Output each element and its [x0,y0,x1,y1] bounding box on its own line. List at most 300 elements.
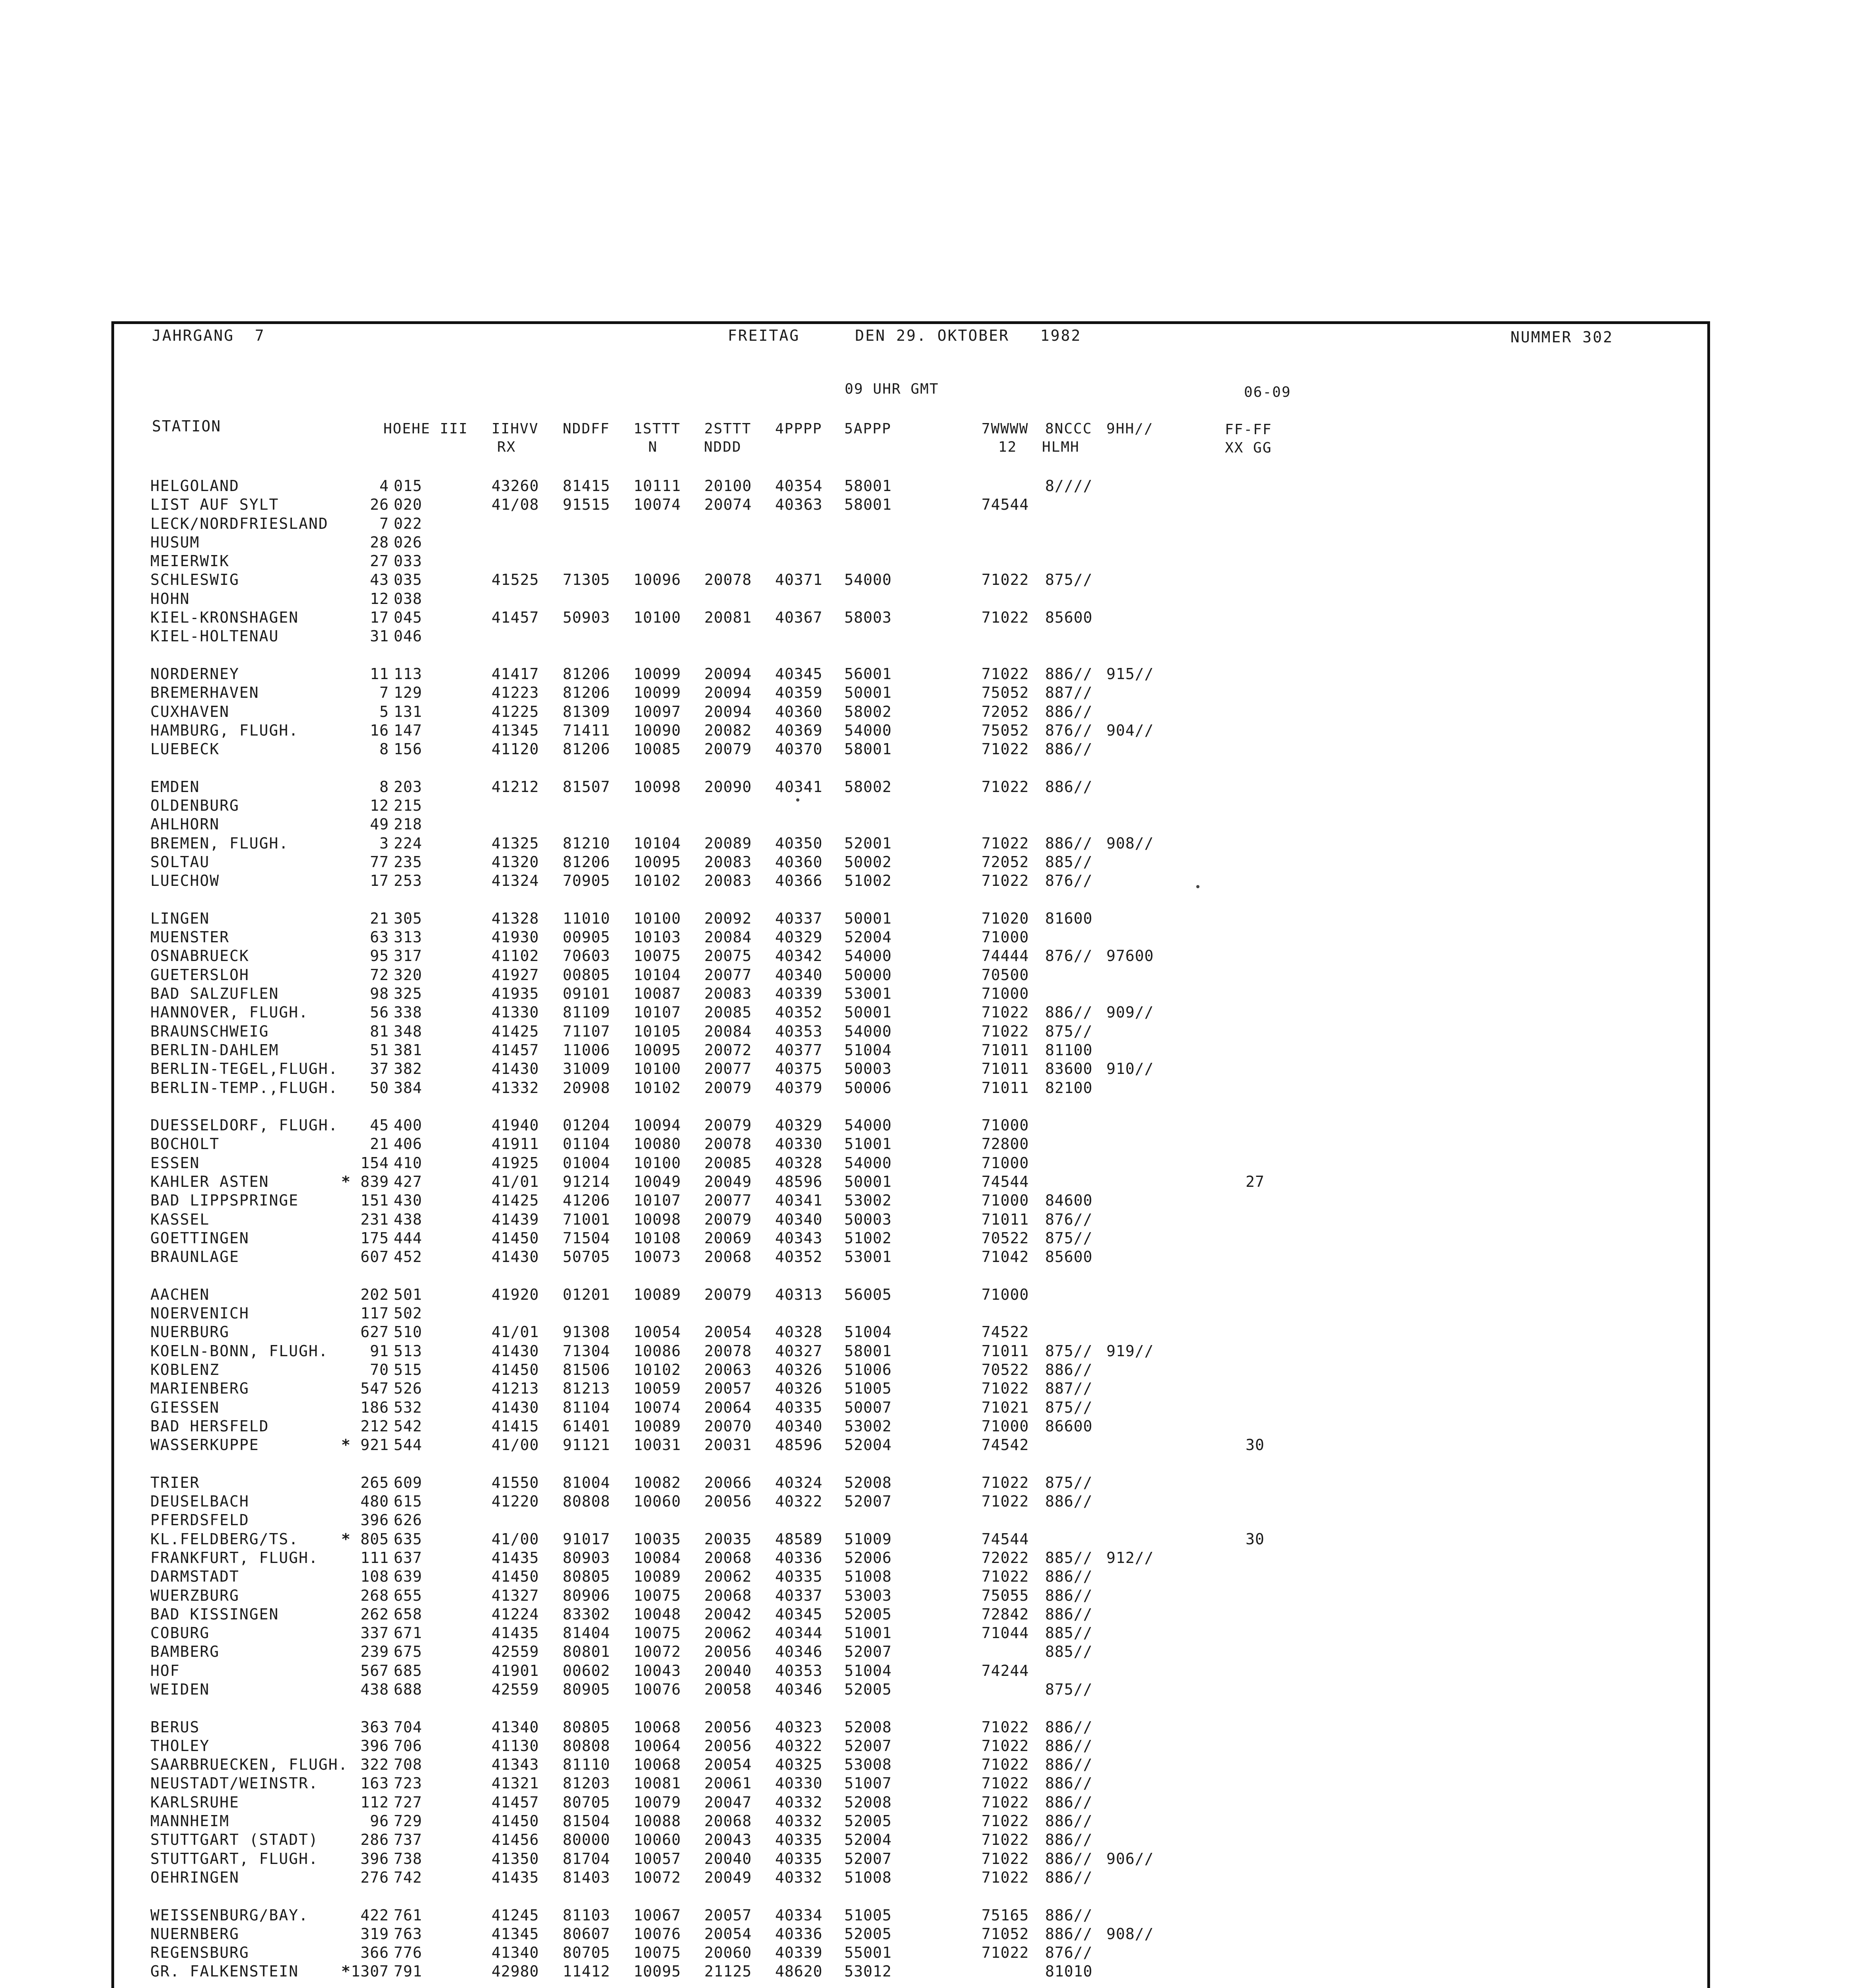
cell-d: 80808 [563,1737,610,1755]
station-name: EMDEN [150,778,200,796]
table-row [150,1754,1463,1773]
table-row [150,1547,1463,1566]
cell-i: 71020 [982,909,1029,927]
cell-a: 16 [370,721,389,739]
col-nddff: NDDFF [563,421,610,437]
cell-a: 11 [370,665,389,683]
cell-j: 81100 [1045,1041,1093,1059]
cell-i: 70522 [982,1361,1029,1378]
cell-h: 53002 [844,1417,892,1435]
cell-j: 886// [1045,1868,1093,1886]
cell-d: 81206 [563,684,610,702]
cell-a: 337 [360,1624,389,1642]
cell-a: 50 [370,1079,389,1097]
cell-d: 00805 [563,966,610,984]
cell-b: 203 [394,778,422,796]
cell-j: 8//// [1045,477,1093,495]
cell-b: 452 [394,1248,422,1266]
cell-c: 41350 [492,1850,539,1868]
cell-e: 10086 [634,1342,681,1360]
table-row [150,1209,1463,1228]
cell-f: 20094 [704,684,752,702]
cell-j: 86600 [1045,1417,1093,1435]
cell-c: 41/00 [492,1436,539,1454]
cell-g: 40336 [775,1925,823,1943]
cell-c: 41120 [492,740,539,758]
cell-i: 71011 [982,1210,1029,1228]
cell-a: 151 [360,1192,389,1209]
cell-i: 74542 [982,1436,1029,1454]
cell-h: 52008 [844,1718,892,1736]
cell-h: 51008 [844,1868,892,1886]
cell-c: 41927 [492,966,539,984]
cell-h: 52005 [844,1605,892,1623]
cell-i: 71000 [982,1285,1029,1303]
mountain-station-marker: * [341,1436,351,1454]
cell-g: 40350 [775,834,823,852]
cell-h: 58002 [844,778,892,796]
date-label: DEN 29. OKTOBER 1982 [855,327,1082,344]
table-row [150,1660,1463,1679]
cell-c: 41901 [492,1662,539,1679]
cell-d: 81103 [563,1906,610,1924]
cell-i: 71022 [982,1831,1029,1849]
mountain-station-marker: * [341,1173,351,1190]
station-name: HELGOLAND [150,477,239,495]
cell-j: 85600 [1045,1248,1093,1266]
cell-d: 80905 [563,1681,610,1698]
cell-d: 71411 [563,721,610,739]
cell-j: 887// [1045,684,1093,702]
cell-h: 52006 [844,1549,892,1567]
cell-f: 20075 [704,947,752,965]
cell-c: 41328 [492,909,539,927]
col-9hh: 9HH// [1106,421,1154,437]
cell-a: 7 [379,684,389,702]
cell-h: 55001 [844,1944,892,1962]
table-row [150,588,1463,607]
col-ff-ff: FF-FF [1225,421,1272,438]
cell-f: 20081 [704,609,752,627]
cell-e: 10088 [634,1812,681,1830]
cell-c: 41430 [492,1398,539,1416]
table-row [150,1284,1463,1303]
table-row [150,1002,1463,1021]
cell-i: 71022 [982,1568,1029,1586]
cell-j: 886// [1045,1493,1093,1510]
cell-c: 41456 [492,1831,539,1849]
cell-a: 5 [379,703,389,720]
cell-j: 886// [1045,1568,1093,1586]
cell-i: 72800 [982,1135,1029,1153]
table-row [150,1021,1463,1040]
cell-e: 10097 [634,703,681,720]
cell-f: 20084 [704,1022,752,1040]
cell-i: 74544 [982,1530,1029,1548]
cell-f: 21125 [704,1963,752,1980]
cell-h: 50003 [844,1060,892,1078]
cell-f: 20040 [704,1850,752,1868]
cell-b: 026 [394,533,422,551]
cell-j: 875// [1045,1398,1093,1416]
cell-e: 10081 [634,1774,681,1792]
station-name: OLDENBURG [150,797,239,815]
cell-b: 626 [394,1511,422,1529]
cell-b: 742 [394,1868,422,1886]
cell-f: 20078 [704,571,752,589]
cell-c: 41457 [492,609,539,627]
cell-i: 75052 [982,684,1029,702]
cell-j: 886// [1045,1925,1093,1943]
station-name: HAMBURG, FLUGH. [150,721,299,739]
cell-d: 80801 [563,1643,610,1661]
station-name: BAMBERG [150,1643,220,1661]
cell-i: 71022 [982,1944,1029,1962]
station-name: HUSUM [150,533,200,551]
cell-a: 175 [360,1229,389,1247]
cell-f: 20056 [704,1718,752,1736]
station-name: WEISSENBURG/BAY. [150,1906,309,1924]
table-row [150,1604,1463,1623]
cell-x: 27 [1246,1173,1265,1190]
cell-a: 363 [360,1718,389,1736]
cell-i: 71000 [982,1154,1029,1172]
cell-j: 82100 [1045,1079,1093,1097]
cell-e: 10102 [634,1361,681,1378]
cell-h: 54000 [844,947,892,965]
cell-a: 72 [370,966,389,984]
cell-h: 52001 [844,834,892,852]
cell-c: 41935 [492,985,539,1003]
cell-h: 51001 [844,1135,892,1153]
cell-a: 567 [360,1662,389,1679]
cell-i: 72052 [982,853,1029,871]
cell-h: 54000 [844,1154,892,1172]
cell-b: 727 [394,1793,422,1811]
cell-f: 20068 [704,1812,752,1830]
cell-g: 40330 [775,1774,823,1792]
table-row [150,833,1463,852]
cell-b: 325 [394,985,422,1003]
cell-c: 41457 [492,1041,539,1059]
cell-e: 10095 [634,1963,681,1980]
table-row [150,1435,1463,1453]
cell-i: 74444 [982,947,1029,965]
table-row [150,1961,1463,1980]
cell-h: 53001 [844,985,892,1003]
cell-g: 40336 [775,1549,823,1567]
cell-f: 20077 [704,1192,752,1209]
cell-i: 71022 [982,834,1029,852]
cell-a: 21 [370,909,389,927]
cell-b: 348 [394,1022,422,1040]
cell-g: 40344 [775,1624,823,1642]
cell-g: 40335 [775,1568,823,1586]
table-row [150,1905,1463,1924]
cell-b: 045 [394,609,422,627]
cell-b: 761 [394,1906,422,1924]
cell-j: 876// [1045,721,1093,739]
cell-b: 129 [394,684,422,702]
cell-a: 108 [360,1568,389,1586]
cell-i: 75055 [982,1586,1029,1604]
cell-b: 033 [394,552,422,570]
table-row [150,1228,1463,1246]
group-spacer [150,1096,1463,1115]
cell-g: 40330 [775,1135,823,1153]
table-row [150,1058,1463,1077]
group-spacer [150,1980,1463,1988]
cell-c: 41223 [492,684,539,702]
cell-c: 41940 [492,1116,539,1134]
cell-d: 81403 [563,1868,610,1886]
cell-a: 4 [379,477,389,495]
cell-c: 41/01 [492,1173,539,1190]
cell-b: 706 [394,1737,422,1755]
cell-b: 444 [394,1229,422,1247]
cell-d: 91017 [563,1530,610,1548]
cell-f: 20047 [704,1793,752,1811]
cell-d: 81506 [563,1361,610,1378]
cell-f: 20083 [704,872,752,890]
cell-h: 51002 [844,872,892,890]
cell-b: 635 [394,1530,422,1548]
group-spacer [150,1453,1463,1472]
cell-h: 58001 [844,1342,892,1360]
cell-a: 480 [360,1493,389,1510]
cell-d: 80705 [563,1944,610,1962]
table-row [150,1491,1463,1510]
cell-h: 58003 [844,609,892,627]
cell-a: 366 [360,1944,389,1962]
cell-a: 319 [360,1925,389,1943]
cell-a: 3 [379,834,389,852]
cell-g: 40332 [775,1793,823,1811]
cell-h: 58001 [844,740,892,758]
cell-x: 30 [1246,1436,1265,1454]
cell-f: 20031 [704,1436,752,1454]
cell-b: 791 [394,1963,422,1980]
cell-i: 71022 [982,778,1029,796]
cell-f: 20083 [704,985,752,1003]
cell-h: 58001 [844,496,892,514]
cell-j: 886// [1045,1737,1093,1755]
cell-j: 875// [1045,1474,1093,1491]
cell-e: 10049 [634,1173,681,1190]
cell-g: 40327 [775,1342,823,1360]
cell-f: 20072 [704,1041,752,1059]
cell-d: 71504 [563,1229,610,1247]
cell-a: 8 [379,778,389,796]
cell-e: 10054 [634,1323,681,1341]
cell-h: 50001 [844,1004,892,1021]
table-row [150,1077,1463,1096]
station-name: MEIERWIK [150,552,230,570]
cell-a: 37 [370,1060,389,1078]
table-row [150,701,1463,720]
station-name: DARMSTADT [150,1568,239,1586]
cell-j: 83600 [1045,1060,1093,1078]
cell-a: 117 [360,1305,389,1322]
cell-j: 875// [1045,571,1093,589]
cell-d: 81210 [563,834,610,852]
cell-j: 876// [1045,1944,1093,1962]
cell-j: 84600 [1045,1192,1093,1209]
cell-c: 41525 [492,571,539,589]
table-row [150,908,1463,927]
cell-d: 81206 [563,740,610,758]
cell-e: 10095 [634,1041,681,1059]
cell-e: 10108 [634,1229,681,1247]
cell-g: 40326 [775,1361,823,1378]
cell-j: 81010 [1045,1963,1093,1980]
cell-d: 81109 [563,1004,610,1021]
cell-b: 542 [394,1417,422,1435]
cell-a: 51 [370,1041,389,1059]
cell-f: 20083 [704,853,752,871]
cell-i: 71044 [982,1624,1029,1642]
cell-j: 886// [1045,1774,1093,1792]
cell-g: 40352 [775,1004,823,1021]
cell-f: 20079 [704,1210,752,1228]
cell-d: 50903 [563,609,610,627]
cell-g: 40341 [775,778,823,796]
cell-d: 71001 [563,1210,610,1228]
cell-f: 20060 [704,1944,752,1962]
cell-h: 52005 [844,1925,892,1943]
cell-a: 63 [370,928,389,946]
cell-f: 20090 [704,778,752,796]
cell-b: 526 [394,1380,422,1398]
cell-e: 10103 [634,928,681,946]
cell-e: 10100 [634,1060,681,1078]
station-name: KIEL-KRONSHAGEN [150,609,299,627]
cell-b: 313 [394,928,422,946]
cell-f: 20069 [704,1229,752,1247]
cell-d: 00905 [563,928,610,946]
cell-i: 71011 [982,1041,1029,1059]
cell-b: 776 [394,1944,422,1962]
cell-h: 52008 [844,1474,892,1491]
cell-h: 51006 [844,1361,892,1378]
cell-e: 10104 [634,966,681,984]
table-row [150,1717,1463,1736]
cell-h: 52008 [844,1793,892,1811]
cell-b: 400 [394,1116,422,1134]
cell-b: 763 [394,1925,422,1943]
cell-c: 41245 [492,1906,539,1924]
station-name: DEUSELBACH [150,1493,249,1510]
cell-b: 131 [394,703,422,720]
col-n: N [648,439,658,455]
cell-a: 607 [360,1248,389,1266]
cell-j: 886// [1045,1718,1093,1736]
cell-k: 915// [1106,665,1154,683]
cell-g: 40328 [775,1154,823,1172]
cell-a: 12 [370,797,389,815]
station-name: HOHN [150,590,190,608]
cell-g: 40322 [775,1737,823,1755]
cell-f: 20064 [704,1398,752,1416]
cell-h: 52004 [844,928,892,946]
cell-h: 52004 [844,1436,892,1454]
cell-f: 20089 [704,834,752,852]
cell-g: 40345 [775,665,823,683]
cell-a: 112 [360,1793,389,1811]
volume-label: JAHRGANG 7 [152,327,265,344]
cell-h: 50003 [844,1210,892,1228]
cell-h: 51001 [844,1624,892,1642]
table-row [150,1341,1463,1359]
cell-a: 212 [360,1417,389,1435]
table-row [150,1416,1463,1435]
cell-h: 50001 [844,684,892,702]
cell-b: 658 [394,1605,422,1623]
station-name: NEUSTADT/WEINSTR. [150,1774,319,1792]
station-column-header: STATION [152,417,222,435]
cell-a: 286 [360,1831,389,1849]
table-row [150,607,1463,626]
cell-c: 41343 [492,1756,539,1774]
cell-b: 708 [394,1756,422,1774]
cell-e: 10076 [634,1925,681,1943]
cell-b: 737 [394,1831,422,1849]
cell-g: 40325 [775,1756,823,1774]
cell-c: 41450 [492,1812,539,1830]
cell-i: 71022 [982,1004,1029,1021]
cell-h: 53001 [844,1248,892,1266]
cell-g: 40340 [775,1210,823,1228]
station-name: BERLIN-TEGEL,FLUGH. [150,1060,338,1078]
cell-e: 10090 [634,721,681,739]
cell-e: 10072 [634,1643,681,1661]
station-table [150,476,1463,1988]
cell-b: 501 [394,1285,422,1303]
station-name: BERLIN-TEMP.,FLUGH. [150,1079,338,1097]
cell-i: 71022 [982,1756,1029,1774]
cell-h: 53008 [844,1756,892,1774]
cell-f: 20063 [704,1361,752,1378]
cell-d: 81104 [563,1398,610,1416]
cell-d: 91121 [563,1436,610,1454]
cell-e: 10089 [634,1285,681,1303]
cell-c: 41/01 [492,1323,539,1341]
table-row [150,983,1463,1002]
cell-f: 20082 [704,721,752,739]
cell-a: 262 [360,1605,389,1623]
cell-f: 20062 [704,1568,752,1586]
cell-c: 41457 [492,1793,539,1811]
cell-a: 96 [370,1812,389,1830]
cell-b: 224 [394,834,422,852]
station-name: LIST AUF SYLT [150,496,279,514]
station-name: KASSEL [150,1210,210,1228]
cell-f: 20042 [704,1605,752,1623]
table-row [150,852,1463,870]
cell-k: 908// [1106,1925,1154,1943]
cell-e: 10095 [634,853,681,871]
cell-i: 71022 [982,1493,1029,1510]
col-7wwww: 7WWWW [982,421,1029,437]
cell-d: 01004 [563,1154,610,1172]
cell-f: 20054 [704,1925,752,1943]
cell-g: 40332 [775,1812,823,1830]
station-name: MANNHEIM [150,1812,230,1830]
station-name: BAD HERSFELD [150,1417,269,1435]
cell-e: 10068 [634,1718,681,1736]
cell-f: 20040 [704,1662,752,1679]
weekday-label: FREITAG [728,327,800,344]
